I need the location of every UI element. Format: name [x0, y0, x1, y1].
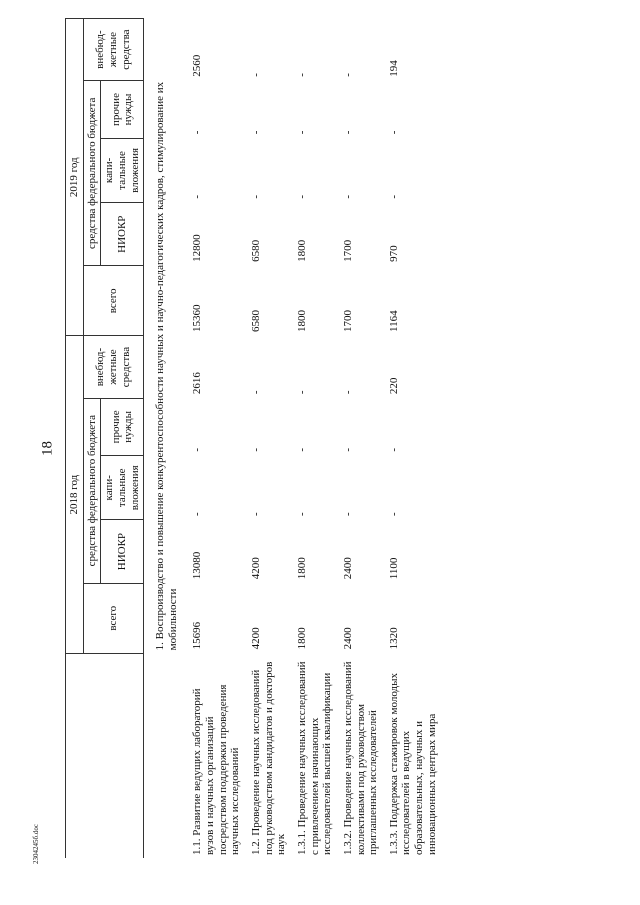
- cell-2019-total: 1800: [295, 309, 308, 332]
- cell-2018-other: -: [250, 447, 263, 452]
- row-name: 1.3.1. Проведение научных исследований с привлечением начинающих исследователей высшей квалификации: [295, 661, 334, 855]
- capital-header-2019: капи-тальные вложения: [101, 138, 144, 202]
- cell-2019-capital: -: [250, 194, 263, 199]
- funding-table: [65, 18, 440, 858]
- cell-2018-extrabudget: -: [250, 390, 263, 395]
- cell-2018-capital: -: [387, 512, 400, 516]
- cell-2018-niokr: 2400: [341, 557, 354, 580]
- cell-2018-total: 4200: [250, 627, 263, 650]
- cell-2018-niokr: 4200: [250, 557, 263, 580]
- capital-header-2018: капи-тальные вложения: [101, 456, 144, 520]
- cell-2019-capital: -: [295, 194, 308, 199]
- document-id: 2304245б.doc: [32, 824, 40, 864]
- cell-2018-capital: -: [341, 512, 354, 516]
- cell-2018-other: -: [295, 447, 308, 452]
- cell-2018-capital: -: [250, 512, 263, 516]
- cell-2019-total: 1700: [341, 309, 354, 332]
- page-number: 18: [39, 441, 56, 456]
- cell-2018-niokr: 13080: [191, 551, 204, 580]
- cell-2018-total: 2400: [341, 627, 354, 650]
- cell-2019-other: -: [295, 130, 308, 135]
- cell-2019-other: -: [250, 130, 263, 135]
- year-2018-header: 2018 год: [66, 336, 84, 653]
- cell-2019-niokr: 970: [387, 245, 400, 262]
- table-row: [382, 19, 441, 859]
- cell-2018-total: 15696: [191, 621, 204, 650]
- other-header-2018: прочие нужды: [101, 398, 144, 455]
- cell-2019-other: -: [387, 130, 400, 135]
- section-title: 1. Воспроизводство и повышение конкурентоспособности научных и научно-педагогических кадров, стимулирование их мобильности: [154, 81, 179, 651]
- cell-2018-niokr: 1100: [387, 557, 400, 580]
- cell-2019-niokr: 1700: [341, 239, 354, 262]
- cell-2019-total: 1164: [387, 310, 400, 332]
- table-row: [185, 19, 244, 859]
- cell-2018-other: -: [191, 447, 204, 452]
- cell-2018-niokr: 1800: [295, 557, 308, 580]
- cell-2019-niokr: 1800: [295, 239, 308, 262]
- other-header-2019: прочие нужды: [101, 81, 144, 138]
- cell-2019-extrabudget: -: [341, 73, 354, 77]
- table-row: [290, 19, 336, 859]
- rotated-table-sheet: [65, 18, 545, 858]
- niokr-header-2018: НИОКР: [101, 520, 144, 583]
- cell-2019-extrabudget: -: [250, 73, 263, 77]
- cell-2018-capital: -: [191, 512, 204, 516]
- cell-2018-other: -: [341, 447, 354, 452]
- row-name: 1.1. Развитие ведущих лабораторий вузов и научных организаций посредством поддержки проведения научных исследований: [191, 684, 242, 855]
- total-header-2019: всего: [83, 266, 144, 336]
- extrabudget-header-2019: внебюд-жетные средства: [83, 19, 144, 81]
- extrabudget-header-2018: внебюд-жетные средства: [83, 336, 144, 398]
- row-name: 1.3.2. Проведение научных исследований коллективами под руководством приглашенных исследователей: [341, 661, 380, 855]
- cell-2018-other: -: [387, 447, 400, 452]
- cell-2019-extrabudget: -: [295, 73, 308, 77]
- cell-2019-other: -: [341, 130, 354, 135]
- year-2019-header: 2019 год: [66, 19, 84, 336]
- total-header-2018: всего: [83, 583, 144, 653]
- cell-2019-niokr: 6580: [250, 239, 263, 262]
- niokr-header-2019: НИОКР: [101, 203, 144, 266]
- federal-budget-header-2018: средства федерального бюджета: [83, 398, 101, 583]
- cell-2019-total: 15360: [191, 304, 204, 332]
- cell-2019-capital: -: [387, 194, 400, 199]
- cell-2018-capital: -: [295, 512, 308, 516]
- federal-budget-header-2019: средства федерального бюджета: [83, 81, 101, 266]
- table-row: [336, 19, 382, 859]
- row-name: 1.3.3. Поддержка стажировок молодых исследователей в ведущих образовательных, научных и инновационных центрах мира: [387, 673, 438, 855]
- cell-2019-total: 6580: [250, 309, 263, 332]
- cell-2019-niokr: 12800: [191, 234, 204, 262]
- cell-2019-other: -: [191, 130, 204, 135]
- cell-2018-total: 1320: [387, 627, 400, 650]
- table-row: [244, 19, 290, 859]
- cell-2019-capital: -: [191, 194, 204, 199]
- section-row: [144, 19, 186, 859]
- cell-2019-extrabudget: 2560: [191, 54, 204, 77]
- blank-header: [66, 653, 144, 858]
- cell-2018-extrabudget: -: [341, 390, 354, 395]
- cell-2019-capital: -: [341, 194, 354, 199]
- cell-2018-total: 1800: [295, 627, 308, 650]
- cell-2018-extrabudget: 2616: [191, 372, 204, 395]
- row-name: 1.2. Проведение научных исследований под руководством кандидатов и докторов наук: [250, 661, 288, 855]
- cell-2018-extrabudget: -: [295, 390, 308, 395]
- cell-2019-extrabudget: 194: [387, 60, 400, 77]
- cell-2018-extrabudget: 220: [387, 377, 400, 395]
